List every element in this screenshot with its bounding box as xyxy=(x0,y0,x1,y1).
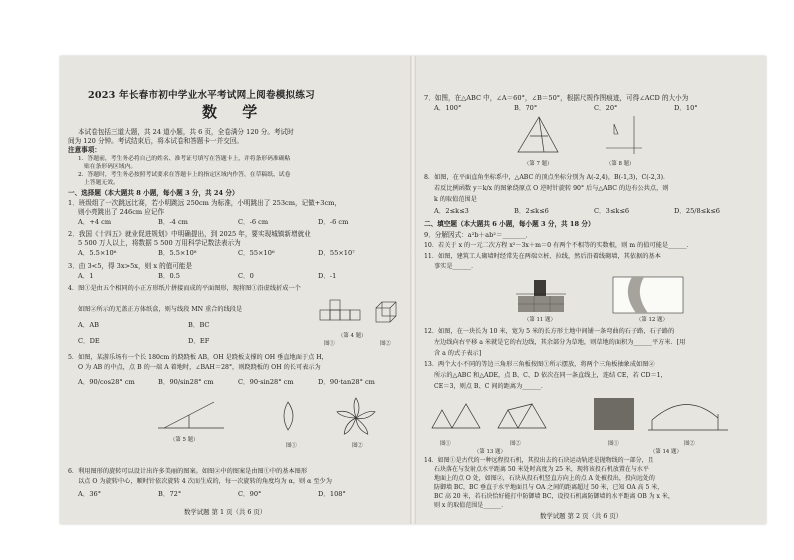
q1-stem-2: 则小亮跳出了 246cm 应记作 xyxy=(78,208,165,216)
q8-option-d: D．25/8≤k≤6 xyxy=(674,207,720,215)
q5-option-c: C．90·sin28° cm xyxy=(238,378,294,386)
q3-option-d: D．-1 xyxy=(318,272,337,280)
q3-stem: 3．由 3<5，得 3x>5x，则 x 的值可能是 xyxy=(68,262,193,270)
q7-option-a: A．100° xyxy=(434,104,462,112)
note-2: 2．答题时，考生务必按照考试要求在答题卡上的指定区域内作答，在草稿纸、试卷 xyxy=(78,172,291,178)
q13-stem-2: 所示的△ABC 和△ADE，点 B、C、D 依次在同一条直线上，连结 CE，若 CD＝1， xyxy=(434,372,667,379)
q1-option-b: B．-4 cm xyxy=(158,218,188,226)
q4-stem-2: 如图②所示的无盖正方体纸盒，则与线段 MN 重合的线段是 xyxy=(78,306,243,313)
q12-figure xyxy=(612,276,684,314)
q13-fig1-label: 图① xyxy=(440,441,451,447)
q14-caption: （第 14 题） xyxy=(650,449,682,455)
q6-stem: 6．利用图形的旋转可以设计出许多美丽的图案。如图②中的图案是由图①中的基本图形 xyxy=(68,468,308,475)
q8-caption: （第 8 题） xyxy=(606,161,635,167)
q2-option-d: D．55×10⁷ xyxy=(318,249,355,257)
note-1b: 贴在条形码区域内。 xyxy=(84,164,137,170)
q6-option-c: C．90° xyxy=(238,490,262,498)
q8-stem-2: 若反比例函数 y＝k/x 的图象绕原点 O 逆时针旋转 90° 后与△ABC 的边有公共点，则 xyxy=(434,185,669,192)
q11-stem: 11．如图，建筑工人砌墙时经常先在两端立桩、拉线，然后沿着线砌墙，其依据的基本 xyxy=(424,253,661,260)
q13-stem: 13．两个大小不同的等边三角形三角板按图①所示摆放，将两个三角板抽象成如图② xyxy=(424,361,655,368)
q6-option-d: D．108° xyxy=(318,490,346,498)
q14-stem-3: 地面上的点 O 处，如图②，石块从投石机竖直方向上的点 A 处被投出，投向远处的 xyxy=(434,475,655,482)
q4-option-a: A．AB xyxy=(78,321,99,329)
exam-title: 2023 年长春市初中学业水平考试网上阅卷模拟练习 xyxy=(88,90,315,101)
q8-option-b: B．2≤k≤6 xyxy=(514,207,549,215)
q13-figure xyxy=(428,394,558,438)
exam-sheet xyxy=(60,56,766,524)
q8-option-a: A．2≤k≤3 xyxy=(434,207,469,215)
q12-stem-2: 左边线向右平移 a 米就是它的右边线，其余部分为草地，则草地的面积为______平方米．[用 xyxy=(434,339,686,346)
q13-caption: （第 13 题） xyxy=(474,449,506,455)
q13-fig2-label: 图② xyxy=(510,441,521,447)
q5-option-d: D．90·tan28° cm xyxy=(318,378,375,386)
q7-option-b: B．70° xyxy=(514,104,538,112)
q1-option-d: D．-6 cm xyxy=(318,218,349,226)
q5-stem-2: O 为 AB 的中点，点 B 的一端 A 着地时，∠BAH＝28°，则跷跷板的 OH 的长可表示为 xyxy=(78,364,321,371)
q14-fig1-label: 图① xyxy=(608,441,619,447)
q14-stem-5: BC 高 20 米，若石块恰好能打中防御墙 BC，设投石机离防御墙的水平距离 OB 为 x 米， xyxy=(434,493,674,500)
q9-stem: 9．分解因式：a²b＋ab²＝_______． xyxy=(424,231,533,239)
q1-option-c: C．-6 cm xyxy=(238,218,269,226)
q14-stem-6: 则 x 的取值范围是______． xyxy=(434,502,508,509)
q5-option-b: B．90/sin28° cm xyxy=(158,378,214,386)
q2-option-a: A．5.5×10⁶ xyxy=(78,249,117,257)
q5-figure xyxy=(156,394,226,434)
q4-option-c: C．DE xyxy=(78,337,100,345)
q11-stem-2: 事实是______． xyxy=(434,263,478,270)
q8-option-c: C．3≤k≤6 xyxy=(594,207,630,215)
q5-caption: （第 5 题） xyxy=(170,437,199,443)
q1-option-a: A．+4 cm xyxy=(78,218,112,226)
q14-fig2-label: 图② xyxy=(684,441,695,447)
page-2 xyxy=(416,56,766,524)
q14-figure xyxy=(592,394,732,438)
q4-fig2-label: 图② xyxy=(380,341,391,347)
q5-stem: 5．如图，某游乐场有一个长 180cm 的跷跷板 AB，OH 是跷板支撑的 OH 垂直地面于点 H， xyxy=(68,354,328,361)
q6-fig2-label: 图② xyxy=(352,443,363,449)
notes-heading: 注意事项： xyxy=(68,146,101,154)
q7-option-d: D．10° xyxy=(674,104,698,112)
q4-stem: 4．图①是由五个相同的小正方形纸片拼接而成的平面图形，现将图①沿虚线折成一个 xyxy=(68,285,301,292)
page-1-footer: 数学试题 第 1 页（共 6 页） xyxy=(184,508,267,516)
q7-stem: 7．如图，在△ABC 中，∠A＝60°，∠B＝50°，根据尺规作图痕迹，可得∠ACD 的大小为 xyxy=(424,94,689,102)
q4-option-b: B．BC xyxy=(188,321,210,329)
page-2-footer: 数学试题 第 2 页（共 6 页） xyxy=(540,512,623,520)
q1-stem: 1．班级组了一次跳远比赛，若小明跳远 250cm 为标准，小明跳出了 253cm，记做+3cm， xyxy=(68,199,342,207)
q8-stem-3: k 的取值范围是 xyxy=(434,196,477,203)
q14-stem-4: 防御墙 BC，BC 垂直于水平地面且与 OA 之间的距离超过 50 米，已知 OA 高 5 米， xyxy=(434,484,664,491)
subject-title: 数 学 xyxy=(202,103,268,121)
q5-option-a: A．90/cos28° cm xyxy=(78,378,135,386)
q11-caption: （第 11 题） xyxy=(524,317,556,323)
q4-fig1-label: 图① xyxy=(324,341,335,347)
q6-figure xyxy=(278,396,388,440)
q6-option-b: B．72° xyxy=(158,490,182,498)
q8-figure xyxy=(604,114,644,158)
note-1: 1．答题前，考生务必将自己的姓名、准考证号填写在答题卡上，并将条形码准确粘 xyxy=(78,156,291,162)
section-2-heading: 二、填空题（本大题共 6 小题，每小题 3 分，共 18 分） xyxy=(424,220,595,228)
q8-stem: 8．如图，在平面直角坐标系中，△ABC 的顶点坐标分别为 A(-2,4)，B(-1,3)，C(-2,3)． xyxy=(424,174,670,181)
q7-figure xyxy=(514,114,564,158)
q12-stem-3: 含 a 的式子表示] xyxy=(434,350,482,357)
q11-figure xyxy=(514,274,568,314)
q3-option-c: C．0 xyxy=(238,272,254,280)
q2-stem-2: 5 500 万人以上，将数据 5 500 万用科学记数法表示为 xyxy=(78,239,241,247)
q3-option-b: B．0.5 xyxy=(158,272,180,280)
q14-stem-2: 石块落在与发射点水平距离 50 米处时高度为 25 米，现将该投石机放置在与水平 xyxy=(434,466,649,473)
q3-option-a: A．1 xyxy=(78,272,94,280)
q2-option-b: B．5.5×10⁸ xyxy=(158,249,197,257)
q14-stem: 14．如图①是古代的一种远程投石机，其投出去的石块运动轨迹是抛物线的一部分，且 xyxy=(424,457,654,464)
q12-caption: （第 12 题） xyxy=(636,317,668,323)
q7-caption: （第 7 题） xyxy=(524,161,553,167)
intro-line-1: 本试卷包括三道大题，共 24 道小题，共 6 页，全卷满分 120 分。考试时 xyxy=(78,128,294,136)
q4-option-d: D．EF xyxy=(188,337,210,345)
note-2b: 上答题无效。 xyxy=(84,180,119,186)
q13-stem-3: CE＝3，则点 B、C 间的距离为______． xyxy=(434,383,548,390)
q6-stem-2: 以点 O 为旋转中心，顺时针依次旋转 4 次而生成的，每一次旋转的角度均为 α，则 α 至少为 xyxy=(78,478,332,485)
section-1-heading: 一、选择题（本大题共 8 小题，每小题 3 分，共 24 分） xyxy=(68,189,239,197)
intro-line-2: 间为 120 分钟。考试结束后，将本试卷和答题卡一并交回。 xyxy=(68,137,244,145)
q6-fig1-label: 图① xyxy=(286,443,297,449)
q7-option-c: C．20° xyxy=(594,104,618,112)
page-1 xyxy=(60,56,410,524)
q2-option-c: C．55×10⁶ xyxy=(238,249,275,257)
q6-option-a: A．36° xyxy=(78,490,102,498)
q12-stem: 12．如图，在一块长为 10 米，宽为 5 米的长方形土地中间铺一条弯曲的石子路，石子路的 xyxy=(424,328,675,335)
q2-stem: 2．我国《十四五》就业促进规划》中明确提出，到 2025 年，要实现城镇新增就业 xyxy=(68,230,311,238)
q4-caption: （第 4 题） xyxy=(338,333,367,339)
q10-stem: 10．若关于 x 的一元二次方程 x²－3x＋m＝0 有两个不相等的实数根，则 m 的值可能是______． xyxy=(424,242,693,249)
